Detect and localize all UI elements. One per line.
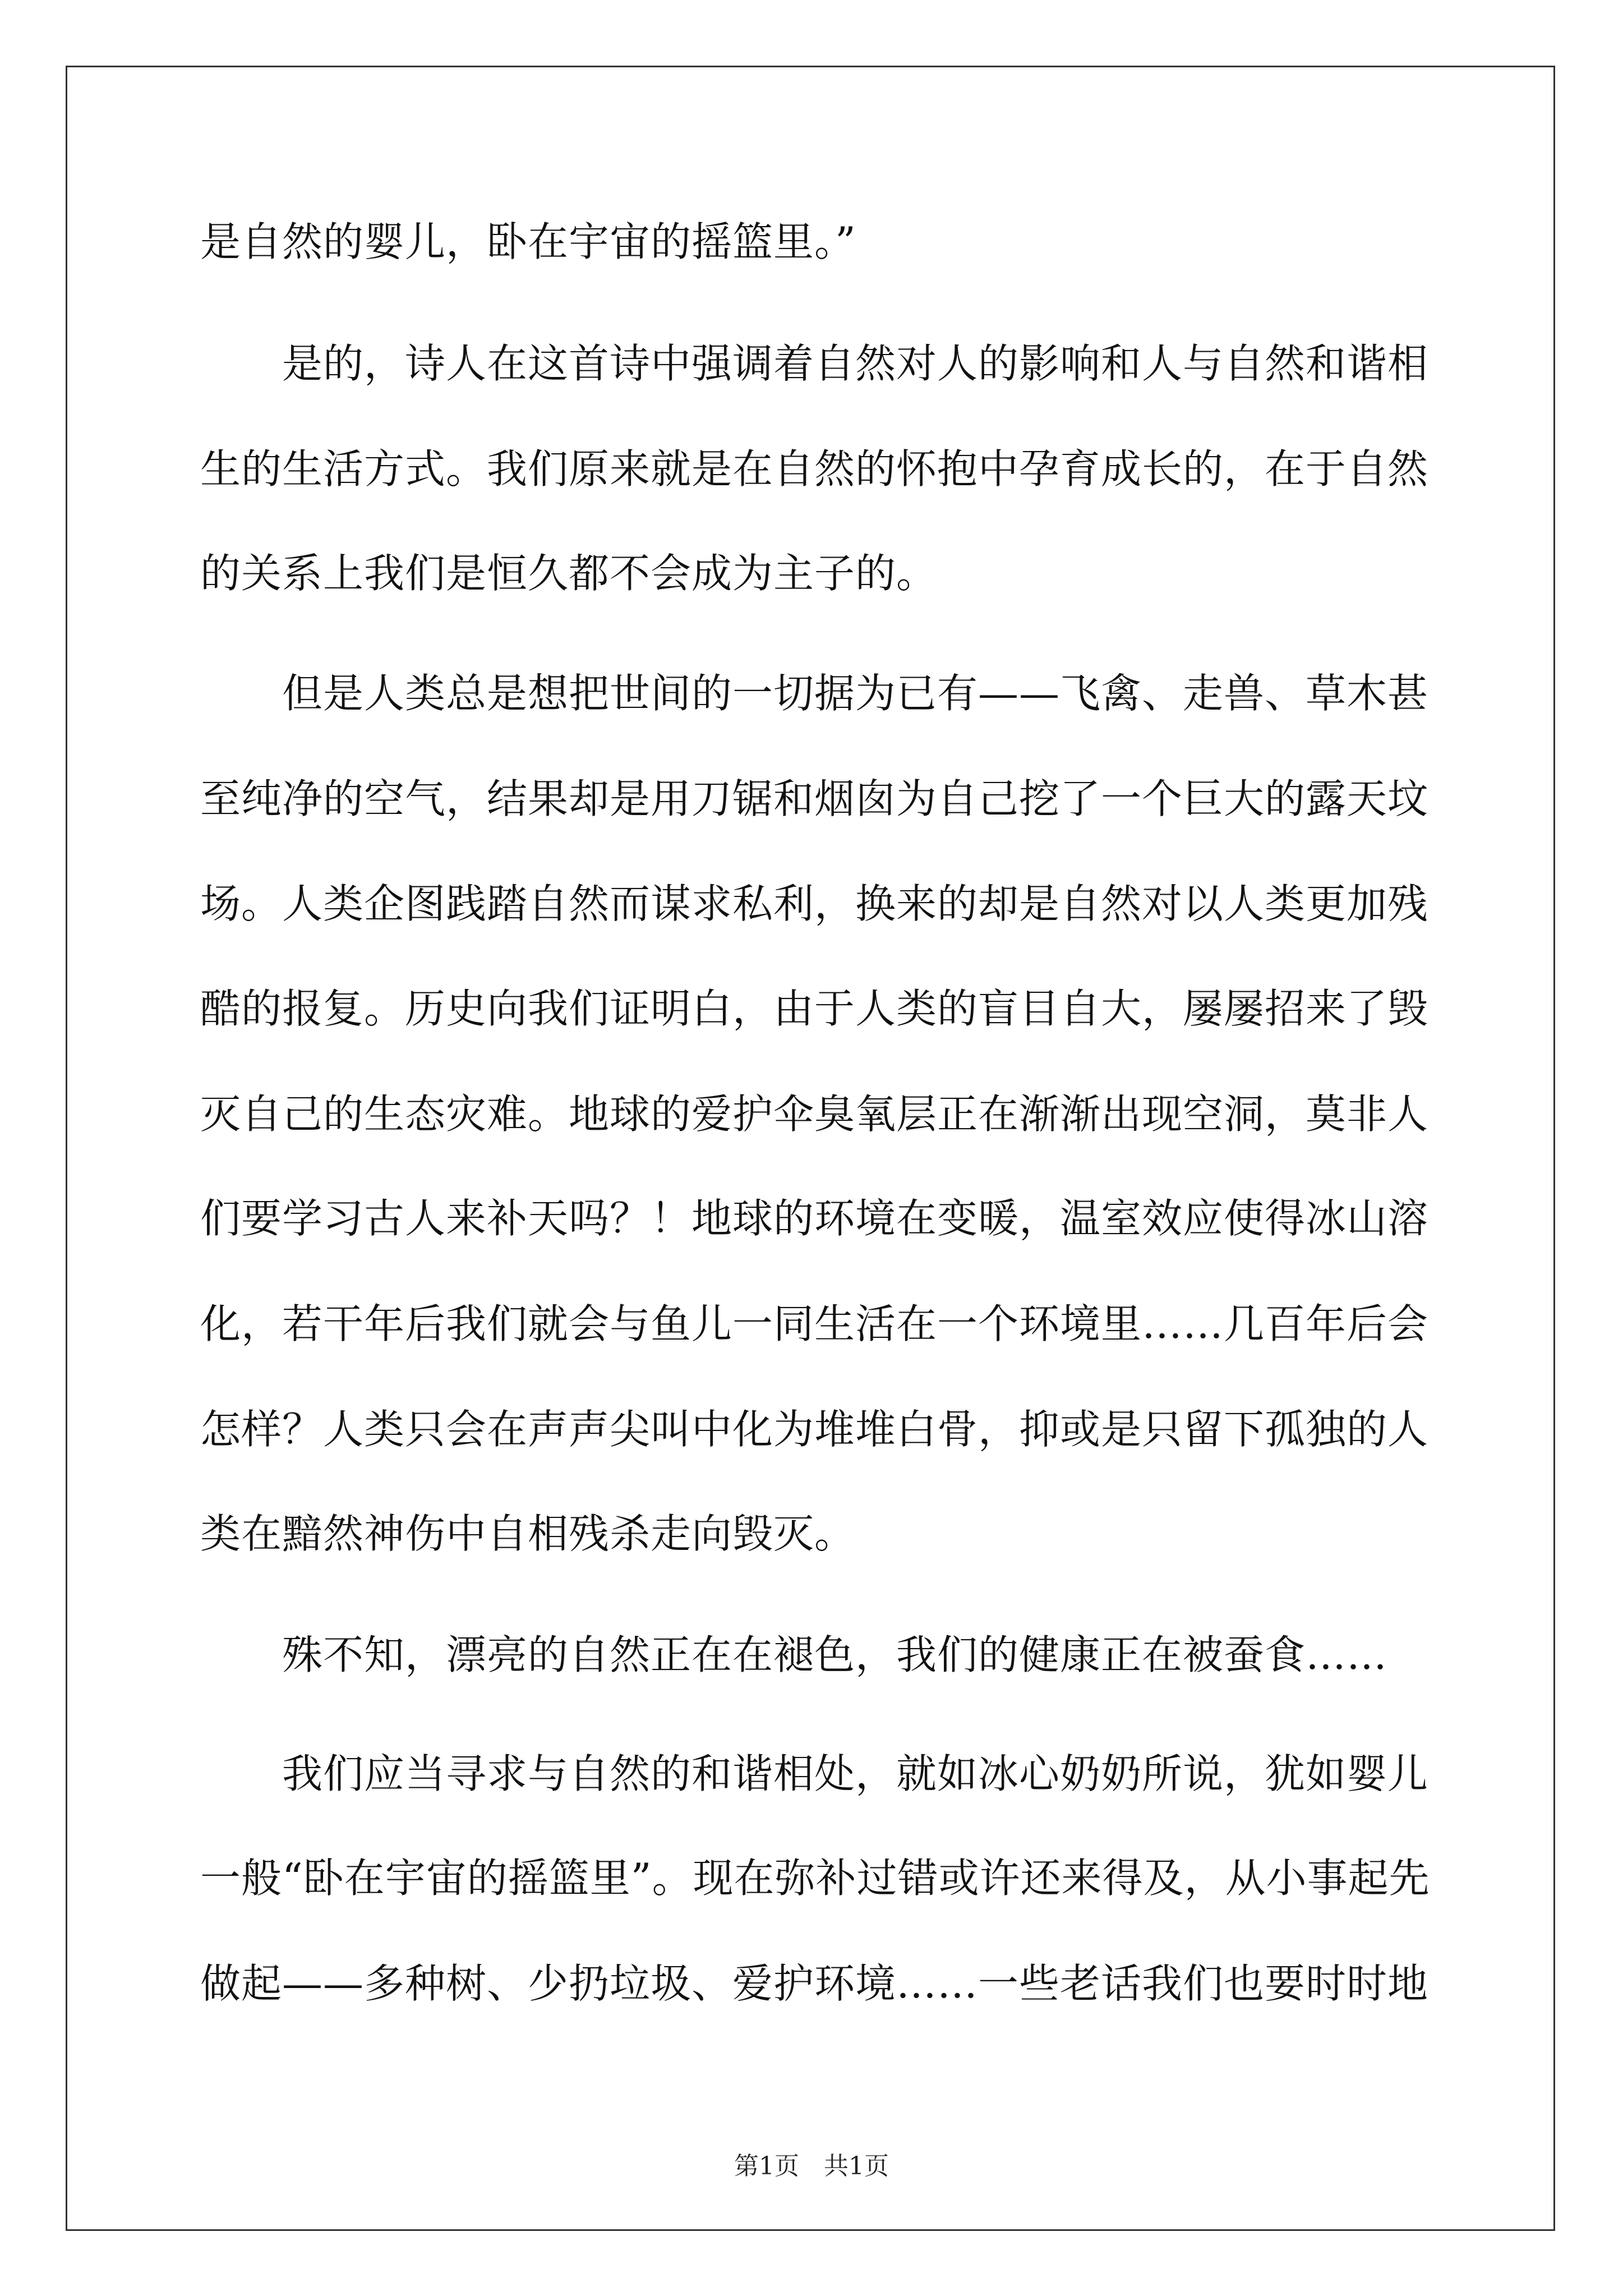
- text-line-17: 做起——多种树、少扔垃圾、爱护环境……一些老话我们也要时时地: [200, 1960, 1429, 2007]
- text-line-14: 殊不知，漂亮的自然正在在褪色，我们的健康正在被蚕食……: [282, 1631, 1388, 1678]
- text-line-16: 一般“卧在宇宙的摇篮里”。现在弥补过错或许还来得及，从小事起先: [200, 1855, 1430, 1902]
- text-line-15: 我们应当寻求与自然的和谐相处，就如冰心奶奶所说，犹如婴儿: [282, 1750, 1429, 1797]
- text-line-8: 酷的报复。历史向我们证明白，由于人类的盲目自大，屡屡招来了毁: [200, 985, 1429, 1032]
- text-line-12: 怎样？人类只会在声声尖叫中化为堆堆白骨，抑或是只留下孤独的人: [200, 1406, 1429, 1453]
- text-line-7: 场。人类企图践踏自然而谋求私利，换来的却是自然对以人类更加残: [200, 880, 1429, 927]
- page-frame: [66, 66, 1555, 2231]
- text-line-6: 至纯净的空气，结果却是用刀锯和烟囱为自己挖了一个巨大的露天坟: [200, 775, 1429, 822]
- text-line-2: 是的，诗人在这首诗中强调着自然对人的影响和人与自然和谐相: [282, 340, 1429, 387]
- text-line-5: 但是人类总是想把世间的一切据为已有——飞禽、走兽、草木甚: [282, 670, 1429, 717]
- text-line-10: 们要学习古人来补天吗？！地球的环境在变暖，温室效应使得冰山溶: [200, 1195, 1429, 1242]
- text-line-13: 类在黯然神伤中自相残杀走向毁灭。: [200, 1510, 856, 1557]
- text-line-1: 是自然的婴儿，卧在宇宙的摇篮里。”: [200, 218, 856, 265]
- text-line-3: 生的生活方式。我们原来就是在自然的怀抱中孕育成长的，在于自然: [200, 445, 1429, 493]
- text-line-11: 化，若干年后我们就会与鱼儿一同生活在一个环境里……几百年后会: [200, 1300, 1429, 1347]
- page-footer: 第1页 共1页: [734, 2152, 889, 2180]
- text-line-4: 的关系上我们是恒久都不会成为主子的。: [200, 550, 938, 597]
- text-line-9: 灭自己的生态灾难。地球的爱护伞臭氧层正在渐渐出现空洞，莫非人: [200, 1091, 1429, 1138]
